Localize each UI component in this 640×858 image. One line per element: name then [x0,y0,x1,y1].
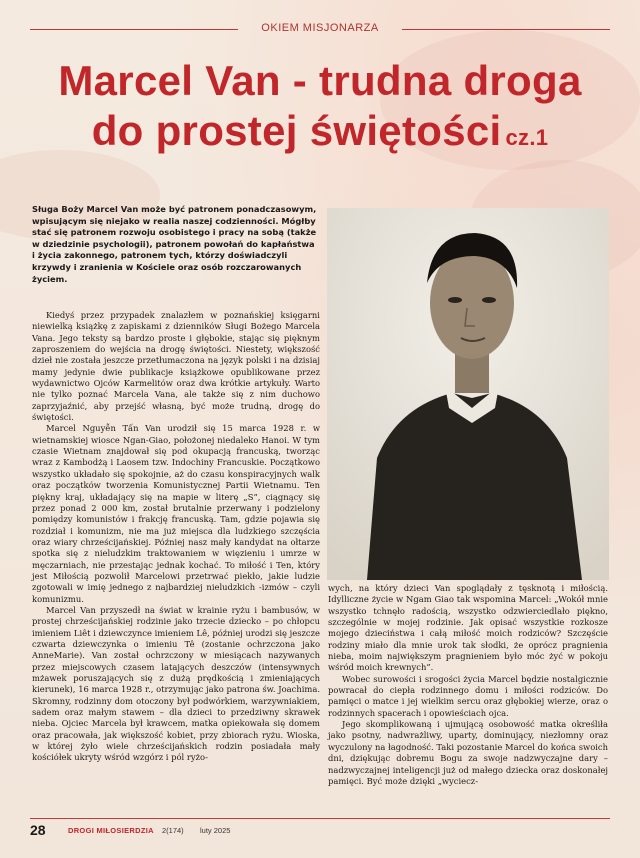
title-line-2 [20,106,620,163]
page-number: 28 [30,822,46,838]
title-part-suffix: cz.1 [505,125,549,150]
title-line-1: Marcel Van - trudna droga [58,57,582,104]
issue-date: luty 2025 [200,826,231,835]
paragraph: Kiedyś przez przypadek znalazłem w poznańskiej księgarni niewielką książkę z zapiskami z dzienników Sługi Bożego Marcela Vana. Jego teksty są bardzo proste i głębokie, stając się pięknym zaproszeniem do wejścia na drogę świętości. Niestety, większość dzieł nie została jeszcze przetłumaczona na język polski i na dzisiaj mamy jedynie dwie publikacje książkowe opublikowane przez wydawnictwo Ojców Karmelitów oraz dwa krótkie artykuły. Warto nie tylko poznać Marcela Vana, ale także się z nim duchowo zaprzyjaźnić, aby przejść własną, być może trudną, drogę do świętości. [32,310,320,423]
section-header [30,22,610,36]
paragraph: wych, na który dzieci Van spoglądały z tęsknotą i miłością. Idylliczne życie w Ngam Giao tak wspomina Marcel: „Wokół mnie wszystko tchnęło radością, wszystko odzwierciedlało piękno, szczególnie w mojej rodzinie. Jak opisać wszystkie rozkosze mojego dzieciństwa i całą miłość moich rodziców? Szczęście rodziny miało dla mnie urok tak słodki, że oprócz pragnienia nieba, moim największym pragnieniem było móc żyć w pokoju wśród moich krewnych”. [328,583,608,673]
article-lead: Sługa Boży Marcel Van może być patronem ponadczasowym, wpisującym się niejako w realia naszej codzienności. Mógłby stać się patronem rozwoju osobistego i pracy na sobą (także w dziedzinie psychologii), patronem powołań do kapłaństwa i życia zakonnego, patronem tych, którzy doświadczyli krzywdy i zranienia w Kościele oraz osób rozczarowanych życiem. [32,204,317,284]
paragraph: Marcel Van przyszedł na świat w krainie ryżu i bambusów, w prostej chrześcijańskiej rodzinie jako trzecie dziecko – po chłopcu imieniem Liêt i dziewczynce imieniem Lê, później urodzi się jeszcze czwarta dziewczynka o imieniu Tê (zostanie ochrzczona jako AnneMarie). Van został ochrzczony w miesiącach nazywanych przez miejscowych czasem latających deszczów (intensywnych mżawek poruszających się z dużą prędkością i zmieniających kierunek), 16 marca 1928 r., otrzymując jako patrona św. Joachima. Skromny, rodzinny dom otoczony był podwórkiem, warzywniakiem, sadem oraz małym stawem – dla dzieci to przedziwny skrawek nieba. Ojciec Marcela był krawcem, matka opiekowała się domem oraz pracowała, jak większość kobiet, przy zbiorach ryżu. Wioska, w której żyło wiele chrześcijańskich rodzin posiadała mały kościółek ukryty wśród wzgórz i pól ryżo- [32,604,320,763]
paragraph: Jego skomplikowaną i ujmującą osobowość matka określiła jako psotny, nadwrażliwy, uparty, dominujący, niezłomny oraz wyczulony na łagodność. Taki pozostanie Marcel do końca swoich dni, dziękując dobremu Bogu za swoje nadzwyczajne dary – nadzwyczajnej inteligencji już od małego dziecka oraz doskonałej pamięci. Być może dzięki „wyciecz- [328,719,608,786]
article-body-left-column [32,310,320,764]
paragraph: Marcel Nguyễn Tấn Van urodził się 15 marca 1928 r. w wietnamskiej wiosce Ngan-Giao, położonej niedaleko Hanoi. W tym czasie Wietnam znajdował się pod okupacją francuską, tworząc wraz z Kambodżą i Laosem tzw. Indochiny Francuskie. Początkowo wszystko układało się spokojnie, aż do czasu konspiracyjnych walk oraz początków tworzenia Komunistycznej Partii Wietnamu. Ten piękny kraj, układający się na mapie w literę „S”, ciągnący się przez ponad 2 000 km, został brutalnie przerwany i podzielony pomiędzy komunistów i frakcję francuską. Tam, gdzie pojawia się rozdział i komunizm, nie ma już miejsca dla ludzkiego szczęścia oraz wiary chrześcijańskiej. Później nasz mały kandydat na ołtarze spotka się z nieludzkim traktowaniem w więzieniu i umrze w męczarniach, nie przestając jednak kochać. To miłość i Ten, który jest Miłością pozwolił Marcelowi przetrwać piekło, jakie ludzie zgotowali w imię jednego z najbardziej nieludzkich -izmów – czyli komunizmu. [32,423,320,604]
issue-number: 2(174) [162,826,184,835]
portrait-photo [327,208,609,580]
article-body-right-column [328,583,608,787]
magazine-name: DROGI MIŁOSIERDZIA [68,826,154,835]
paragraph: Wobec surowości i srogości życia Marcel będzie nostalgicznie powracał do ciepła rodzinnego domu i miłości rodziców. Do pamięci o matce i jej wielkim sercu oraz głębokiej wierze, oraz o rodzinnych spacerach i opowieściach ojca. [328,673,608,718]
article-title [20,56,620,163]
title-line-2-text: do prostej świętości [91,107,502,154]
page-footer [30,822,610,842]
portrait-photo-icon [327,208,609,580]
section-label: OKIEM MISJONARZA [261,22,379,34]
footer-rule [30,818,610,819]
